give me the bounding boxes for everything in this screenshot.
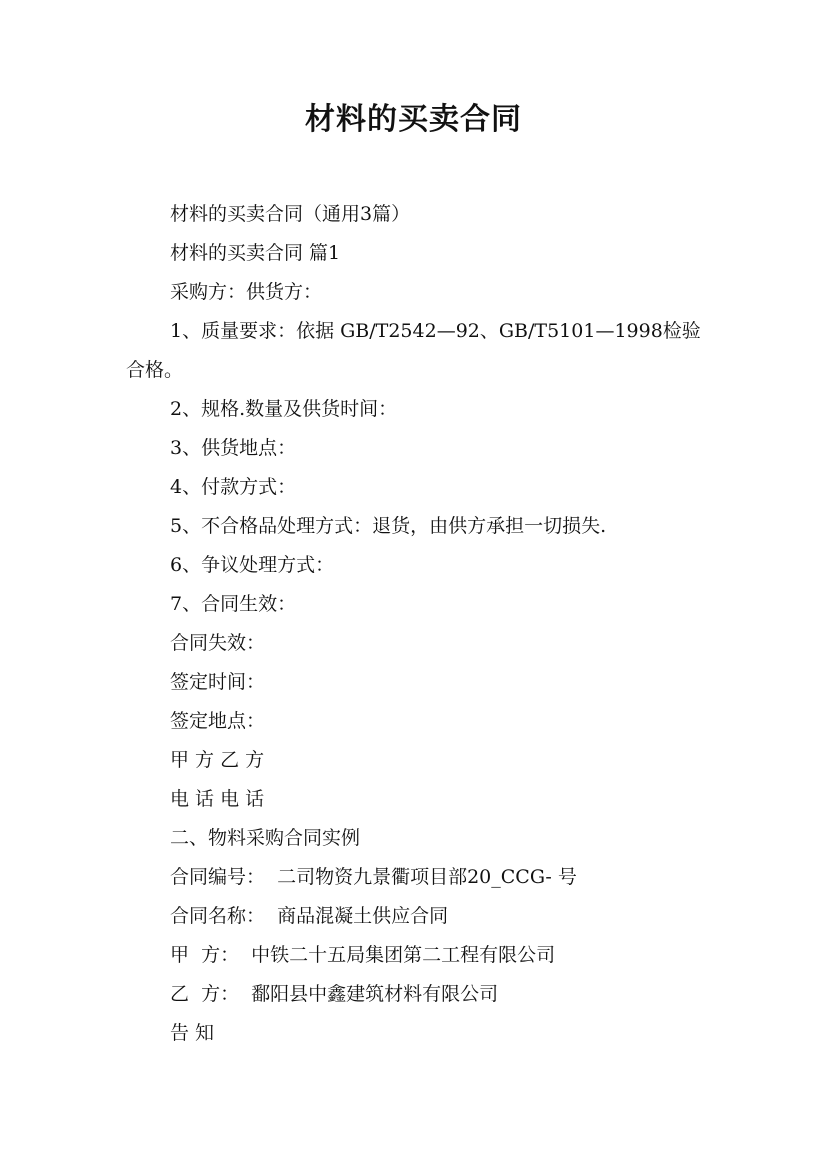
paragraph-section-heading: 材料的买卖合同 篇1 (170, 242, 341, 264)
document-title: 材料的买卖合同 (305, 102, 522, 137)
paragraph-party-a-b: 甲 方 乙 方 (170, 749, 265, 771)
paragraph-quality-requirement: 1、质量要求：依据 GB/T2542—92、GB/T5101—1998检验合格。 (126, 320, 701, 381)
paragraph-notice: 告 知 (170, 1022, 215, 1044)
paragraph-sign-place: 签定地点： (170, 710, 266, 732)
paragraph-delivery-location: 3、供货地点： (170, 437, 297, 459)
paragraph-sign-date: 签定时间： (170, 671, 266, 693)
paragraph-subtitle: 材料的买卖合同（通用3篇） (170, 203, 411, 225)
paragraph-contract-number: 合同编号： 二司物资九景衢项目部20_CCG- 号 (170, 866, 577, 888)
paragraph-spec-quantity: 2、规格.数量及供货时间： (170, 398, 398, 420)
paragraph-dispute: 6、争议处理方式： (170, 554, 335, 576)
paragraph-expiry: 合同失效： (170, 632, 266, 654)
paragraph-contract-name: 合同名称： 商品混凝土供应合同 (170, 905, 449, 927)
document-body (126, 195, 706, 1053)
paragraph-party-b: 乙 方： 鄱阳县中鑫建筑材料有限公司 (170, 983, 499, 1005)
paragraph-party-a: 甲 方： 中铁二十五局集团第二工程有限公司 (170, 944, 556, 966)
paragraph-payment-method: 4、付款方式： (170, 476, 297, 498)
paragraph-phone: 电 话 电 话 (170, 788, 265, 810)
paragraph-example-heading: 二、物料采购合同实例 (170, 827, 361, 849)
paragraph-effective: 7、合同生效： (170, 593, 297, 615)
paragraph-parties: 采购方：供货方： (170, 281, 323, 303)
paragraph-nonconforming: 5、不合格品处理方式：退货，由供方承担一切损失. (170, 515, 607, 537)
